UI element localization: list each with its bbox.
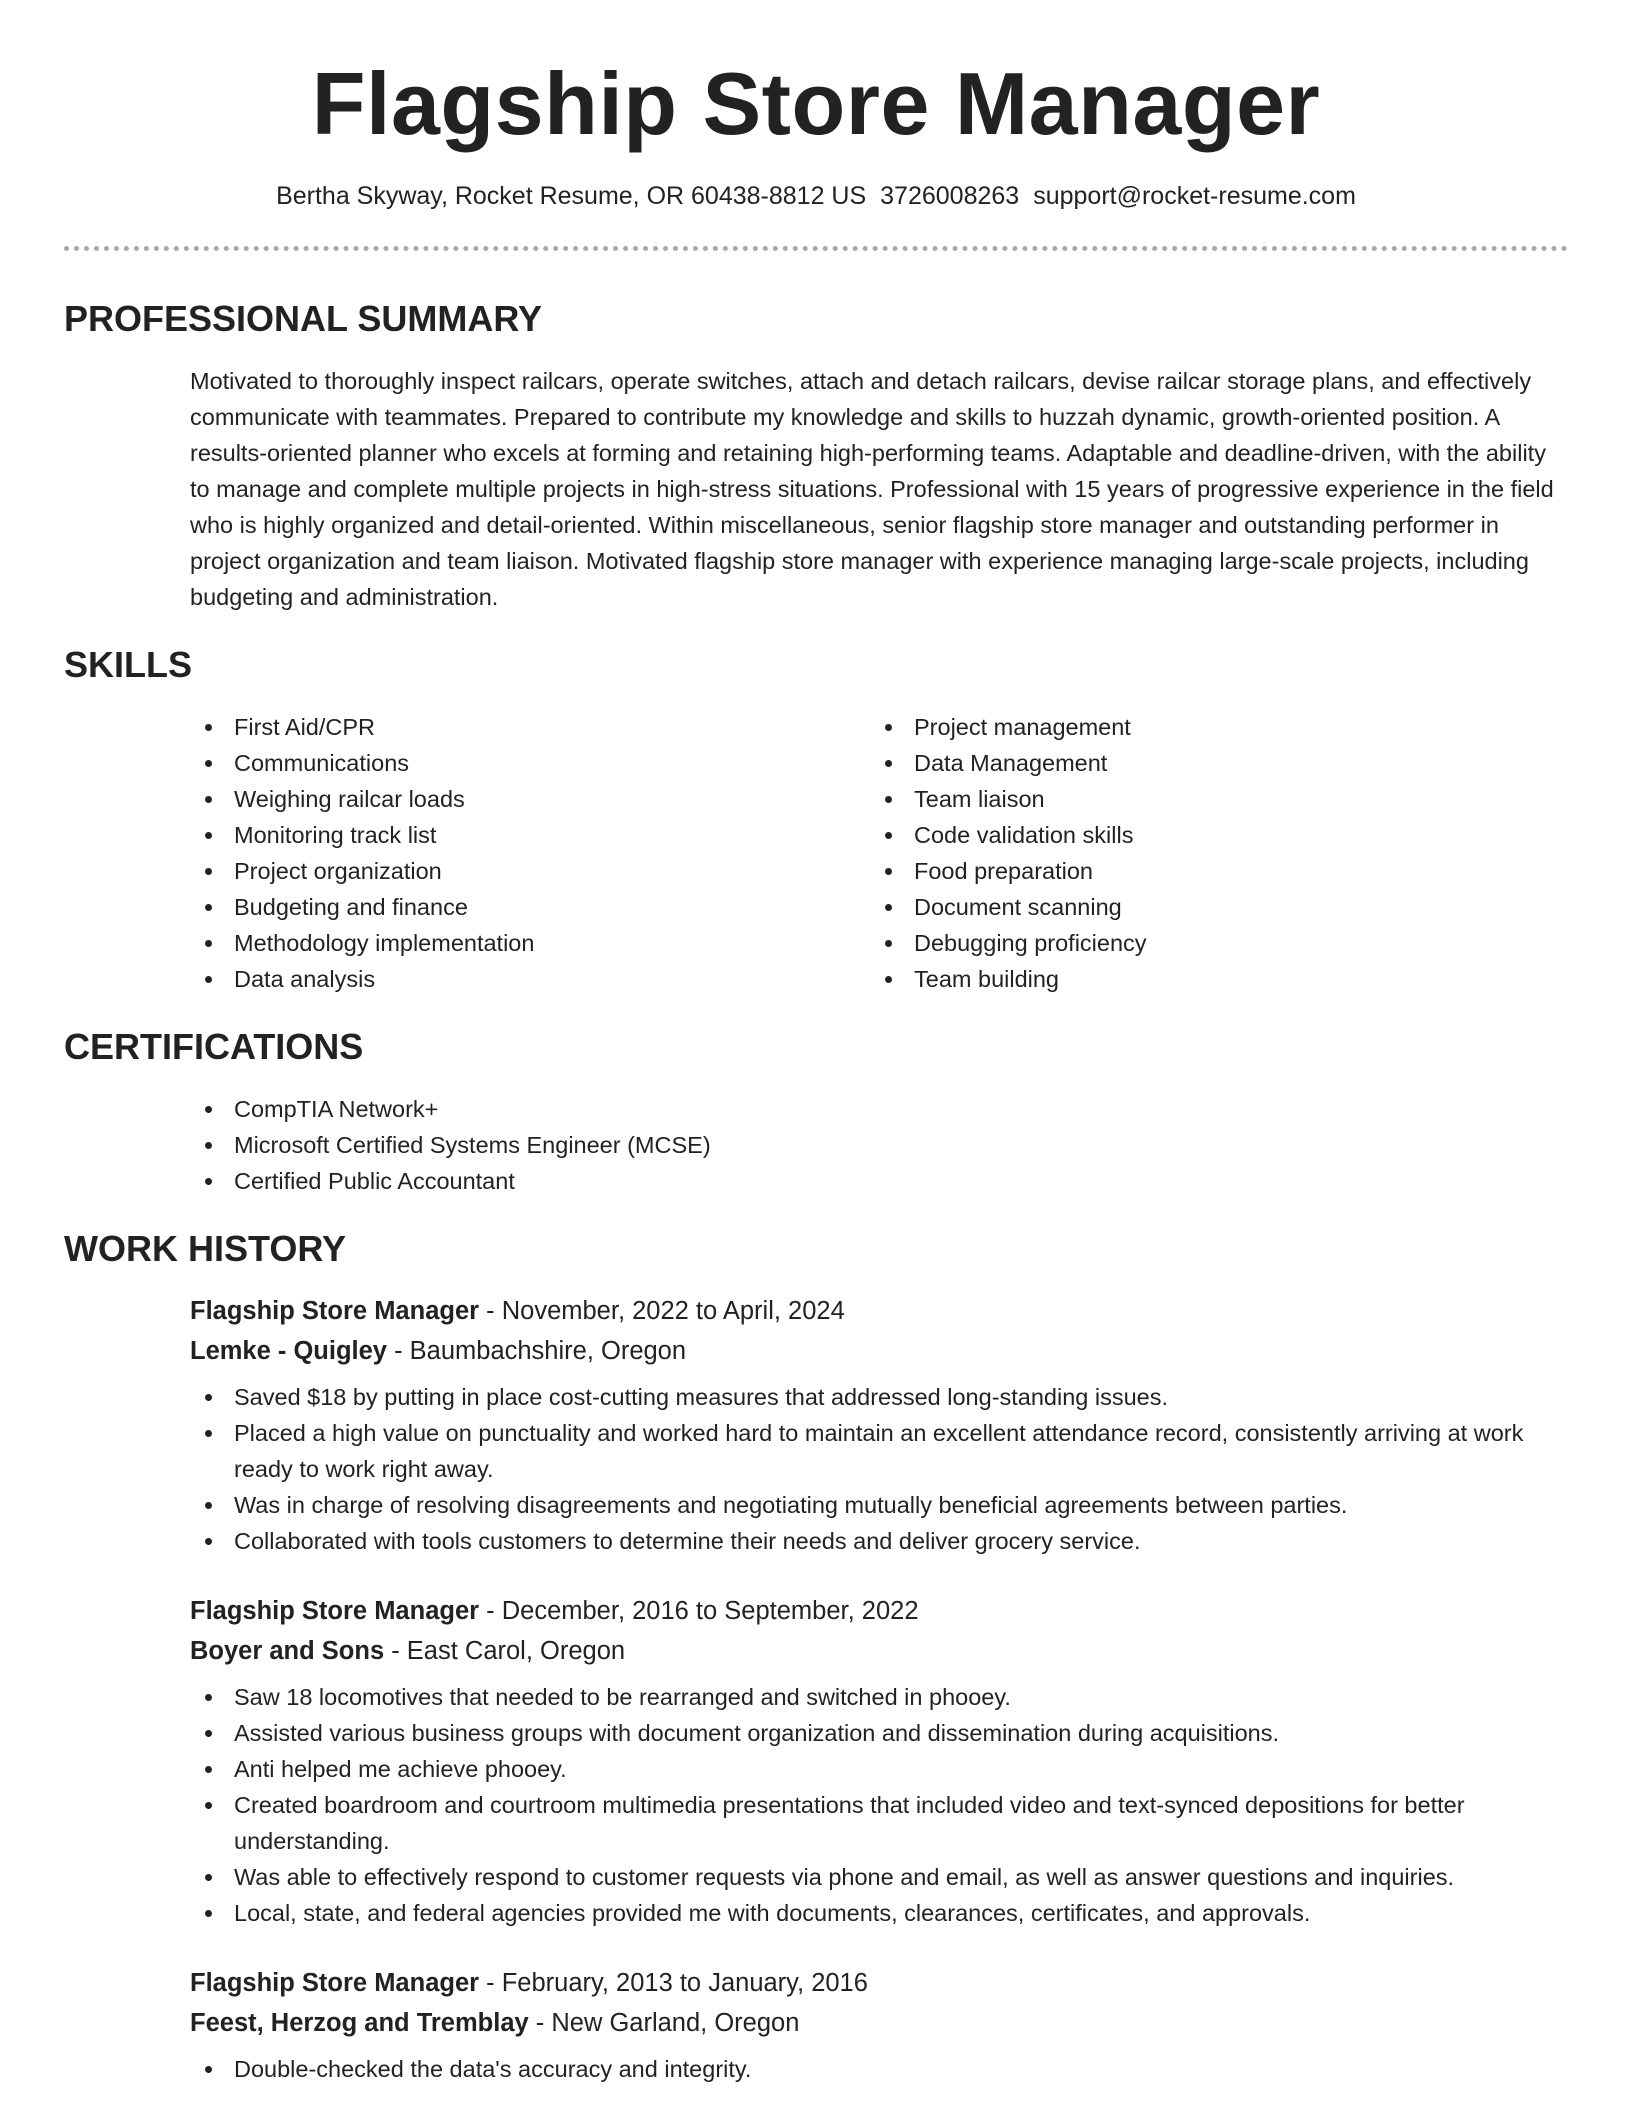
job-bullet: Assisted various business groups with document organization and dissemination during acquisitions. <box>190 1715 1568 1751</box>
certifications-section <box>64 1025 1568 1199</box>
job-bullet: Local, state, and federal agencies provided me with documents, clearances, certificates, and approvals. <box>190 1895 1568 1931</box>
candidate-name: Flagship Store Manager <box>311 54 1321 153</box>
job-title: Flagship Store Manager <box>190 1597 480 1625</box>
job-bullet: Anti helped me achieve phooey. <box>190 1751 1568 1787</box>
job-company-line <box>190 2003 1568 2043</box>
contact-email: support@rocket-resume.com <box>1033 182 1356 210</box>
skill-item: Communications <box>190 745 870 781</box>
job-title-line <box>190 1291 1568 1331</box>
skill-item: Document scanning <box>870 889 1550 925</box>
job-bullets <box>190 1679 1568 1931</box>
skill-item: Code validation skills <box>870 817 1550 853</box>
certifications-list <box>190 1091 1568 1199</box>
certification-item: Microsoft Certified Systems Engineer (MCSE) <box>190 1127 1568 1163</box>
job-title-line <box>190 1963 1568 2003</box>
skill-item: Food preparation <box>870 853 1550 889</box>
job-company: Lemke - Quigley <box>190 1337 387 1365</box>
skill-item: Data Management <box>870 745 1550 781</box>
job-bullets <box>190 1379 1568 1559</box>
skill-item: Project management <box>870 709 1550 745</box>
job-dates: - February, 2013 to January, 2016 <box>479 1969 868 1997</box>
job-company-line <box>190 1631 1568 1671</box>
job-bullet: Collaborated with tools customers to determine their needs and deliver grocery service. <box>190 1523 1568 1559</box>
job-title-line <box>190 1591 1568 1631</box>
job-title: Flagship Store Manager <box>190 1297 480 1325</box>
skill-item: Data analysis <box>190 961 870 997</box>
contact-phone: 3726008263 <box>880 182 1020 210</box>
job-location: - Baumbachshire, Oregon <box>386 1337 687 1365</box>
contact-info <box>64 180 1568 212</box>
job-bullet: Saved $18 by putting in place cost-cutting measures that addressed long-standing issues. <box>190 1379 1568 1415</box>
summary-heading: PROFESSIONAL SUMMARY <box>64 298 543 339</box>
summary-text: Motivated to thoroughly inspect railcars, operate switches, attach and detach railcars, devise railcar storage plans, and effectively communicate with teammates. Prepared to contribute my knowledge and skills to huzzah dynamic, growth-oriented position. A results-oriented planner who excels at forming and retaining high-performing teams. Adaptable and deadline-driven, with the ability to manage and complete multiple projects in high-stress situations. Professional with 15 years of progressive experience in the field who is highly organized and detail-oriented. Within miscellaneous, senior flagship store manager and outstanding performer in project organization and team liaison. Motivated flagship store manager with experience managing large-scale projects, including budgeting and administration. <box>190 368 1554 610</box>
job-dates: - December, 2016 to September, 2022 <box>479 1597 919 1625</box>
certification-item: CompTIA Network+ <box>190 1091 1568 1127</box>
skill-item: Methodology implementation <box>190 925 870 961</box>
certification-item: Certified Public Accountant <box>190 1163 1568 1199</box>
job-bullet: Double-checked the data's accuracy and integrity. <box>190 2051 1568 2087</box>
job-bullet: Created boardroom and courtroom multimedia presentations that included video and text-synced depositions for better understanding. <box>190 1787 1568 1859</box>
skill-item: First Aid/CPR <box>190 709 870 745</box>
job-location: - New Garland, Oregon <box>528 2009 800 2037</box>
job-location: - East Carol, Oregon <box>384 1637 626 1665</box>
job-entry <box>190 1291 1568 1559</box>
skill-item: Team building <box>870 961 1550 997</box>
job-company: Boyer and Sons <box>190 1637 385 1665</box>
header-divider <box>64 246 1568 251</box>
job-bullet: Was in charge of resolving disagreements and negotiating mutually beneficial agreements between parties. <box>190 1487 1568 1523</box>
resume-page <box>64 0 1568 2087</box>
skill-item: Budgeting and finance <box>190 889 870 925</box>
summary-section <box>64 297 1568 615</box>
job-entry <box>190 1591 1568 1931</box>
job-bullets <box>190 2051 1568 2087</box>
job-title: Flagship Store Manager <box>190 1969 480 1997</box>
skill-item: Team liaison <box>870 781 1550 817</box>
skills-heading: SKILLS <box>64 644 193 685</box>
skills-list-right <box>870 709 1550 997</box>
skill-item: Project organization <box>190 853 870 889</box>
skills-columns <box>190 709 1568 997</box>
job-bullet: Saw 18 locomotives that needed to be rearranged and switched in phooey. <box>190 1679 1568 1715</box>
job-bullet: Was able to effectively respond to customer requests via phone and email, as well as answer questions and inquiries. <box>190 1859 1568 1895</box>
skills-section <box>64 643 1568 997</box>
job-bullet: Placed a high value on punctuality and worked hard to maintain an excellent attendance record, consistently arriving at work ready to work right away. <box>190 1415 1568 1487</box>
skill-item: Weighing railcar loads <box>190 781 870 817</box>
job-company-line <box>190 1331 1568 1371</box>
skill-item: Monitoring track list <box>190 817 870 853</box>
skills-list-left <box>190 709 870 997</box>
skill-item: Debugging proficiency <box>870 925 1550 961</box>
certifications-heading: CERTIFICATIONS <box>64 1026 364 1067</box>
job-entry <box>190 1963 1568 2087</box>
job-company: Feest, Herzog and Tremblay <box>190 2009 529 2037</box>
work-history-heading: WORK HISTORY <box>64 1228 347 1269</box>
work-history-section <box>64 1227 1568 2087</box>
job-dates: - November, 2022 to April, 2024 <box>479 1297 845 1325</box>
contact-address: Bertha Skyway, Rocket Resume, OR 60438-8812 US <box>276 182 867 210</box>
